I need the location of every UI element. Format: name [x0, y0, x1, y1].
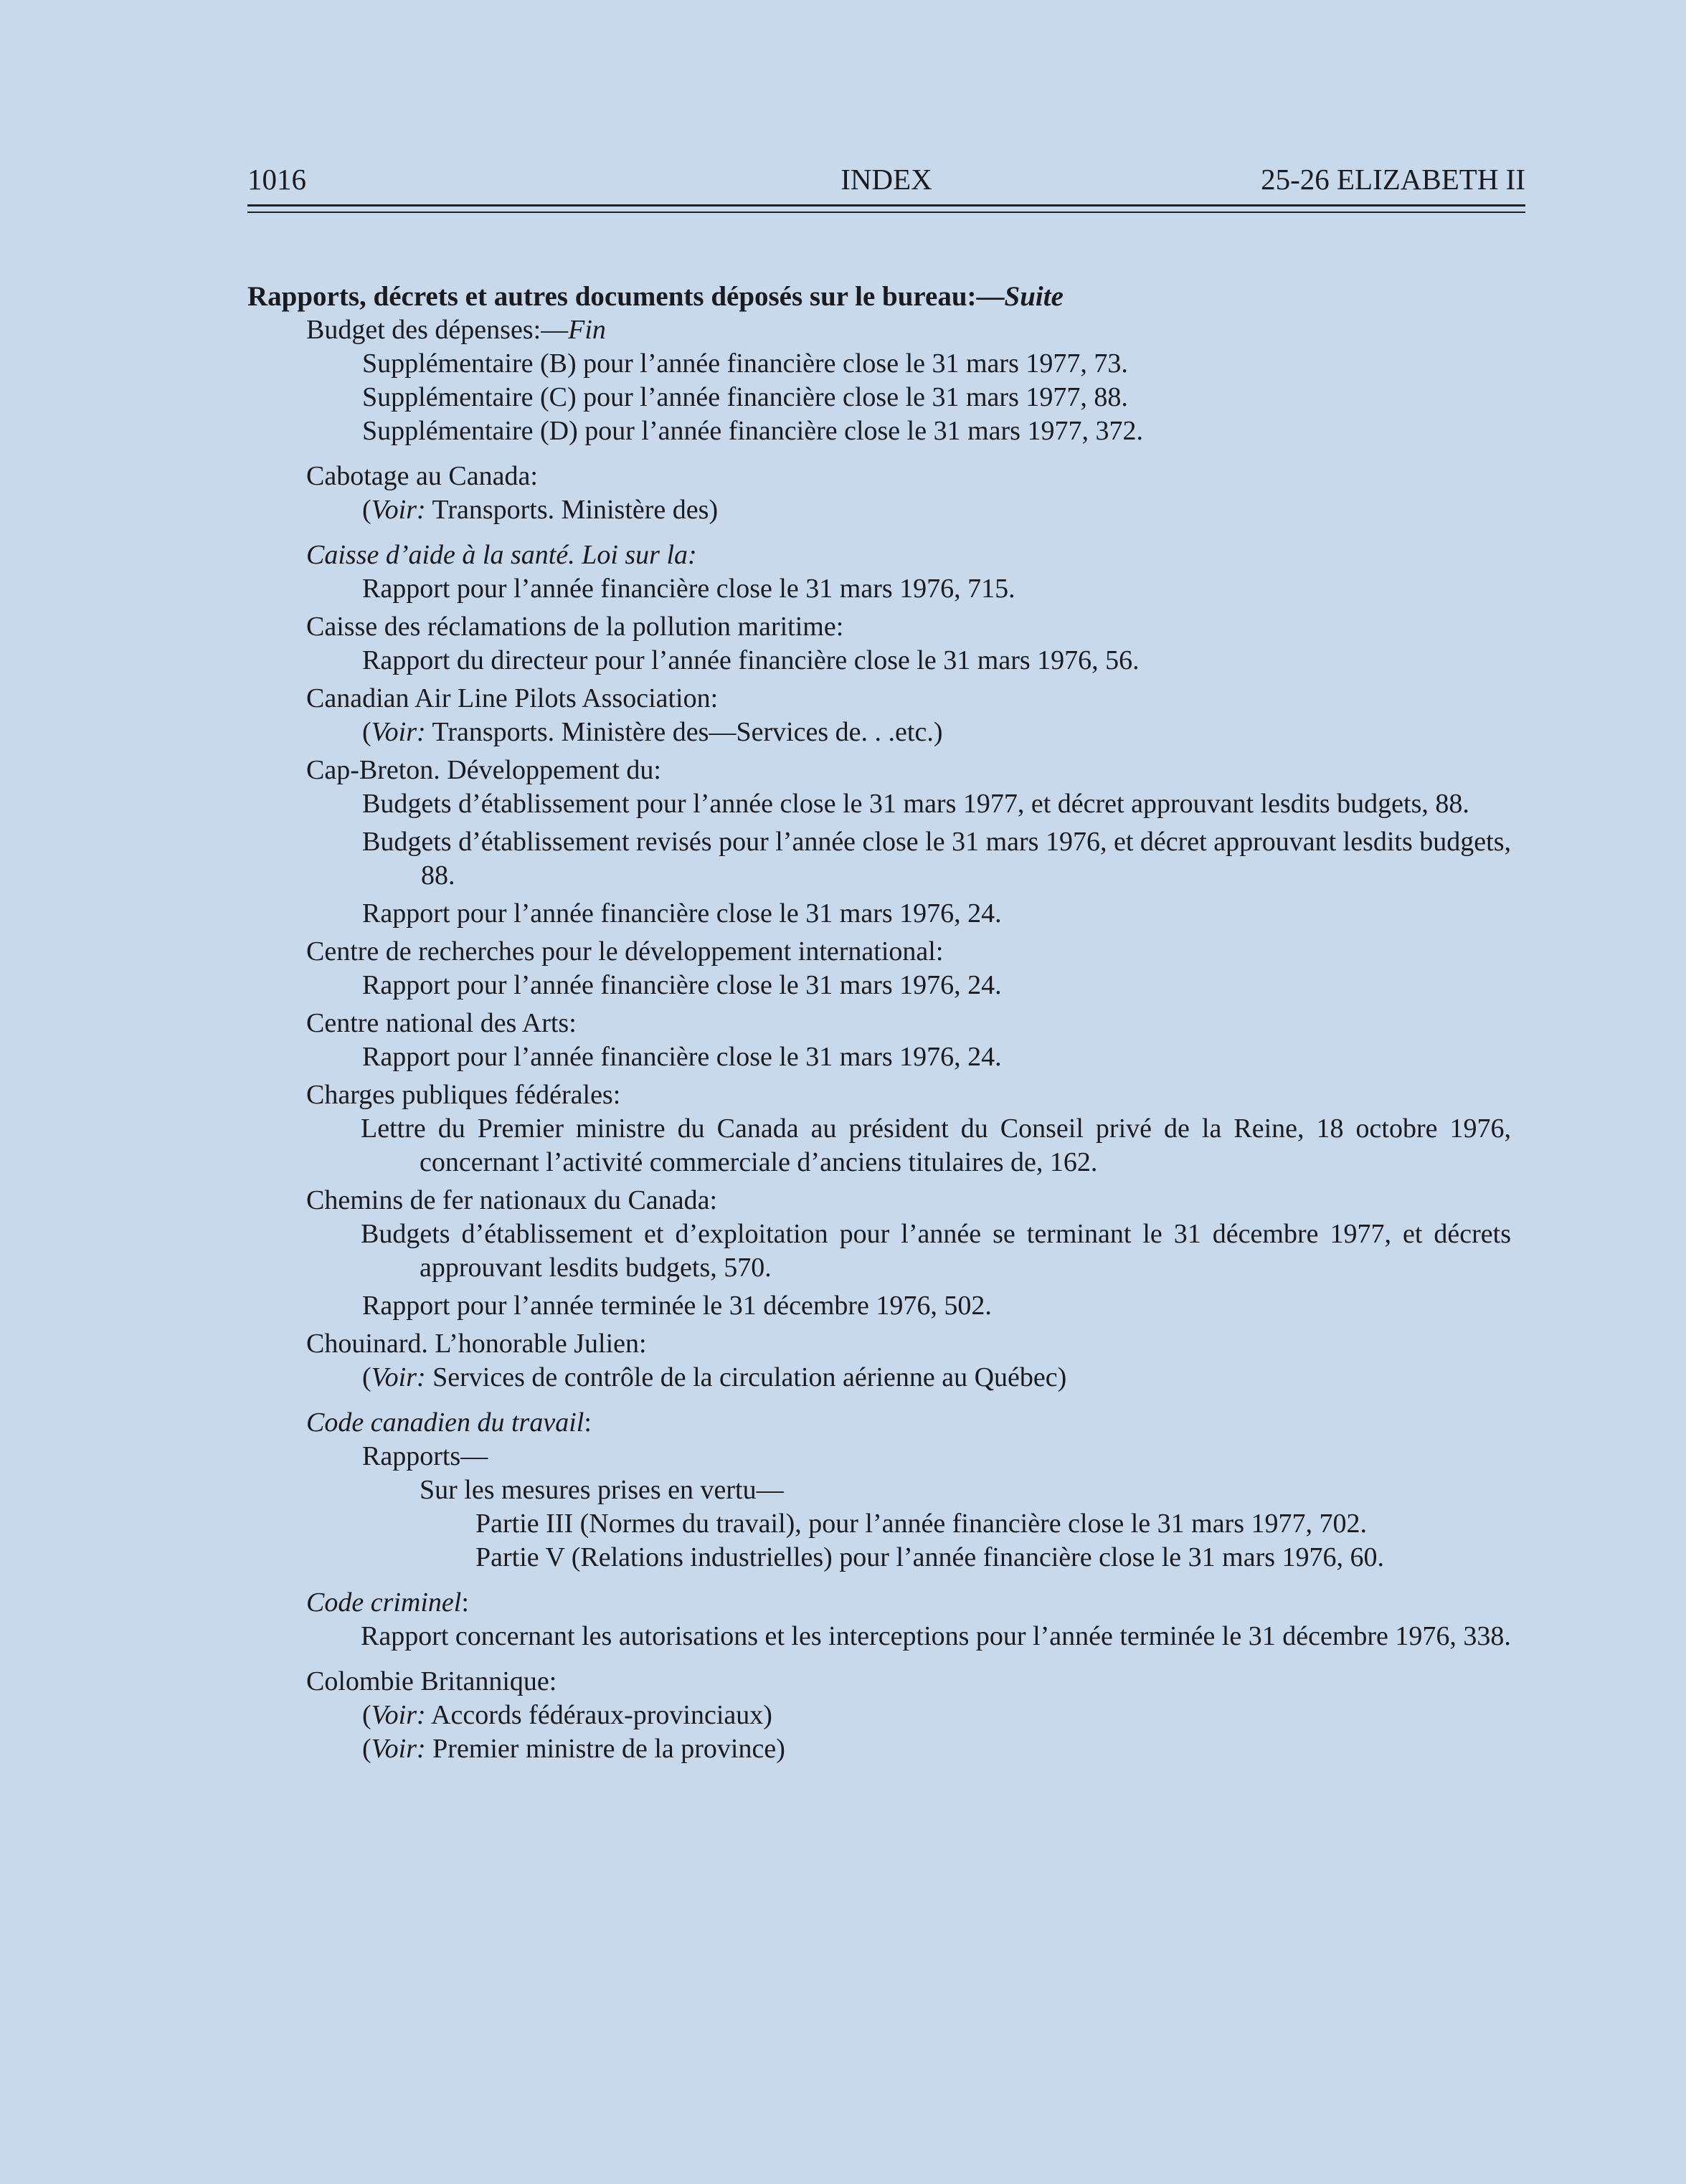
page-header: [247, 159, 1525, 199]
running-head: 25-26 ELIZABETH II: [1261, 163, 1525, 196]
page-title: INDEX: [840, 163, 932, 196]
cross-reference: (Voir: Services de contrôle de la circulation aérienne au Québec): [362, 1362, 1067, 1392]
list-item: Budgets d’établissement pour l’année close le 31 mars 1977, et décret approuvant lesdits budgets, 88.: [362, 789, 1469, 819]
entry-pilots: Canadian Air Line Pilots Association:: [306, 683, 719, 713]
list-item: Supplémentaire (B) pour l’année financière close le 31 mars 1977, 73.: [362, 348, 1128, 379]
list-item: Supplémentaire (D) pour l’année financière close le 31 mars 1977, 372.: [362, 416, 1143, 446]
sub-entry-mesures: Sur les mesures prises en vertu—: [420, 1475, 784, 1505]
list-item: Supplémentaire (C) pour l’année financière close le 31 mars 1977, 88.: [362, 382, 1128, 412]
list-item: Lettre du Premier ministre du Canada au président du Conseil privé de la Reine, 18 octobre 1976, concernant l’activité commerciale d’anciens titulaires de, 162.: [361, 1114, 1511, 1177]
entry-colombie: Colombie Britannique:: [306, 1666, 557, 1696]
list-item: Budgets d’établissement revisés pour l’année close le 31 mars 1976, et décret approuvant lesdits budgets, 88.: [362, 827, 1511, 891]
list-item: Rapport pour l’année terminée le 31 décembre 1976, 502.: [362, 1291, 992, 1321]
list-item: Rapport pour l’année financière close le 31 mars 1976, 24.: [362, 898, 1002, 929]
header-rule-top: [247, 204, 1525, 206]
list-item: Rapport pour l’année financière close le 31 mars 1976, 24.: [362, 970, 1002, 1000]
entry-chemins: Chemins de fer nationaux du Canada:: [306, 1185, 718, 1215]
entry-centre-arts: Centre national des Arts:: [306, 1008, 577, 1038]
list-item: Budgets d’établissement et d’exploitation pour l’année se terminant le 31 décembre 1977, et décrets approuvant lesdits budgets, 570.: [361, 1219, 1511, 1283]
entry-centre-recherches: Centre de recherches pour le développement international:: [306, 936, 944, 967]
list-item: Rapport pour l’année financière close le 31 mars 1976, 24.: [362, 1042, 1002, 1072]
index-body: [247, 280, 1525, 1766]
page-number: 1016: [247, 163, 306, 196]
list-item: Rapport concernant les autorisations et les interceptions pour l’année terminée le 31 décembre 1976, 338.: [361, 1621, 1511, 1651]
sub-entry-rapports: Rapports—: [362, 1441, 488, 1471]
list-item: Partie V (Relations industrielles) pour l’année financière close le 31 mars 1976, 60.: [475, 1542, 1385, 1572]
main-heading: Rapports, décrets et autres documents déposés sur le bureau:—Suite: [247, 281, 1064, 312]
entry-cap-breton: Cap-Breton. Développement du:: [306, 755, 661, 785]
entry-cabotage: Cabotage au Canada:: [306, 461, 538, 491]
entry-caisse-sante: Caisse d’aide à la santé. Loi sur la:: [306, 540, 697, 570]
list-item: Rapport pour l’année financière close le 31 mars 1976, 715.: [362, 574, 1015, 604]
header-rule-bottom: [247, 212, 1525, 213]
entry-budget: Budget des dépenses:—Fin: [306, 315, 606, 345]
cross-reference: (Voir: Accords fédéraux-provinciaux): [362, 1700, 772, 1730]
cross-reference: (Voir: Transports. Ministère des—Services de. . .etc.): [362, 717, 943, 747]
entry-chouinard: Chouinard. L’honorable Julien:: [306, 1329, 647, 1359]
list-item: Rapport du directeur pour l’année financière close le 31 mars 1976, 56.: [362, 645, 1140, 675]
list-item: Partie III (Normes du travail), pour l’année financière close le 31 mars 1977, 702.: [475, 1509, 1367, 1539]
entry-charges: Charges publiques fédérales:: [306, 1080, 621, 1110]
cross-reference: (Voir: Transports. Ministère des): [362, 495, 719, 525]
entry-code-criminel: Code criminel:: [306, 1587, 469, 1618]
cross-reference: (Voir: Premier ministre de la province): [362, 1734, 785, 1764]
entry-caisse-pollution: Caisse des réclamations de la pollution maritime:: [306, 612, 844, 642]
entry-code-travail: Code canadien du travail:: [306, 1407, 592, 1438]
